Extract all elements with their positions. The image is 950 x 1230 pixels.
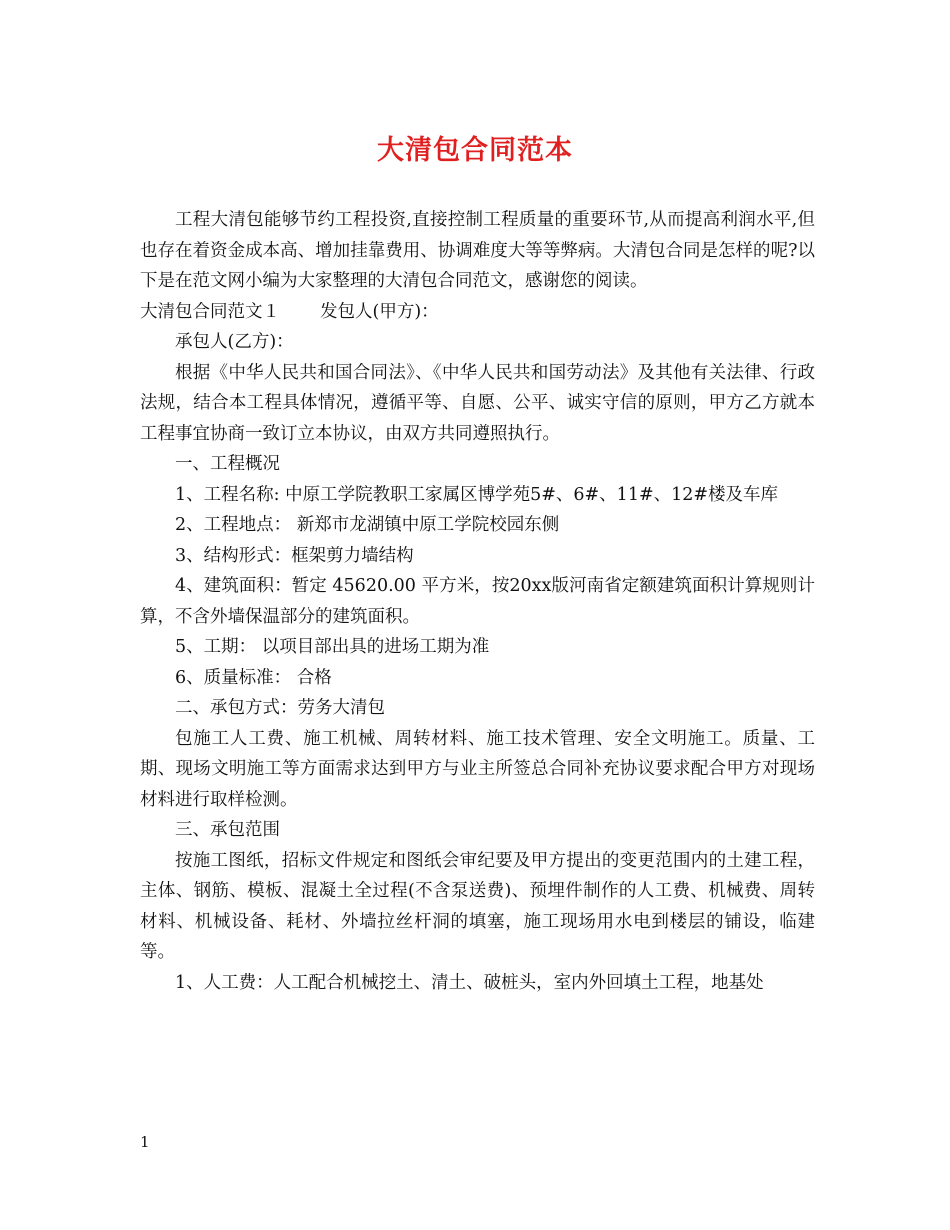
party-a-label: 发包人(甲方)： xyxy=(320,301,439,322)
basis-paragraph: 根据《中华人民共和国合同法》、《中华人民共和国劳动法》及其他有关法律、行政法规，结合本工程具体情况，遵循平等、自愿、公平、诚实守信的原则，甲方乙方就本工程事宜协商一致订立本协议，由双方共同遵照执行。 xyxy=(140,362,815,444)
section-heading-1: 一、工程概况 xyxy=(175,454,280,474)
project-name-item: 1、工程名称: 中原工学院教职工家属区博学苑5#、6#、11#、12#楼及车库 xyxy=(175,484,779,505)
labor-cost-item: 1、人工费：人工配合机械挖土、清土、破桩头，室内外回填土工程，地基处 xyxy=(175,972,764,993)
contract-mode-paragraph: 包施工人工费、施工机械、周转材料、施工技术管理、安全文明施工。质量、工期、现场文明施工等方面需求达到甲方与业主所签总合同补充协议要求配合甲方对现场材料进行取样检测。 xyxy=(140,728,815,810)
structure-type-item: 3、结构形式：框架剪力墙结构 xyxy=(175,545,414,566)
duration-item: 5、工期： 以项目部出具的进场工期为准 xyxy=(175,637,490,657)
section-heading-3: 三、承包范围 xyxy=(175,820,280,840)
document-title: 大清包合同范本 xyxy=(377,135,573,166)
sample-heading: 大清包合同范文１ xyxy=(140,301,280,322)
building-area-item: 4、建筑面积：暂定 45620.00 平方米，按20xx版河南省定额建筑面积计算规则计算，不含外墙保温部分的建筑面积。 xyxy=(140,576,815,627)
project-location-item: 2、工程地点： 新郑市龙湖镇中原工学院校园东侧 xyxy=(175,515,560,535)
quality-standard-item: 6、质量标准： 合格 xyxy=(175,667,332,688)
party-b-label: 承包人(乙方)： xyxy=(175,332,294,352)
scope-paragraph: 按施工图纸，招标文件规定和图纸会审纪要及甲方提出的变更范围内的土建工程，主体、钢筋、模板、混凝土全过程(不含泵送费)、预埋件制作的人工费、机械费、周转材料、机械设备、耗材、外墙拉丝杆洞的填塞，施工现场用水电到楼层的铺设，临建等。 xyxy=(140,850,815,962)
intro-paragraph: 工程大清包能够节约工程投资,直接控制工程质量的重要环节,从而提高利润水平,但也存在着资金成本高、增加挂靠费用、协调难度大等等弊病。大清包合同是怎样的呢?以下是在范文网小编为大家整理的大清包合同范文，感谢您的阅读。 xyxy=(140,210,815,291)
section-heading-2: 二、承包方式：劳务大清包 xyxy=(175,698,385,718)
document-body xyxy=(140,205,815,998)
page-number: 1 xyxy=(140,1133,150,1151)
sample-heading-row xyxy=(140,297,815,328)
